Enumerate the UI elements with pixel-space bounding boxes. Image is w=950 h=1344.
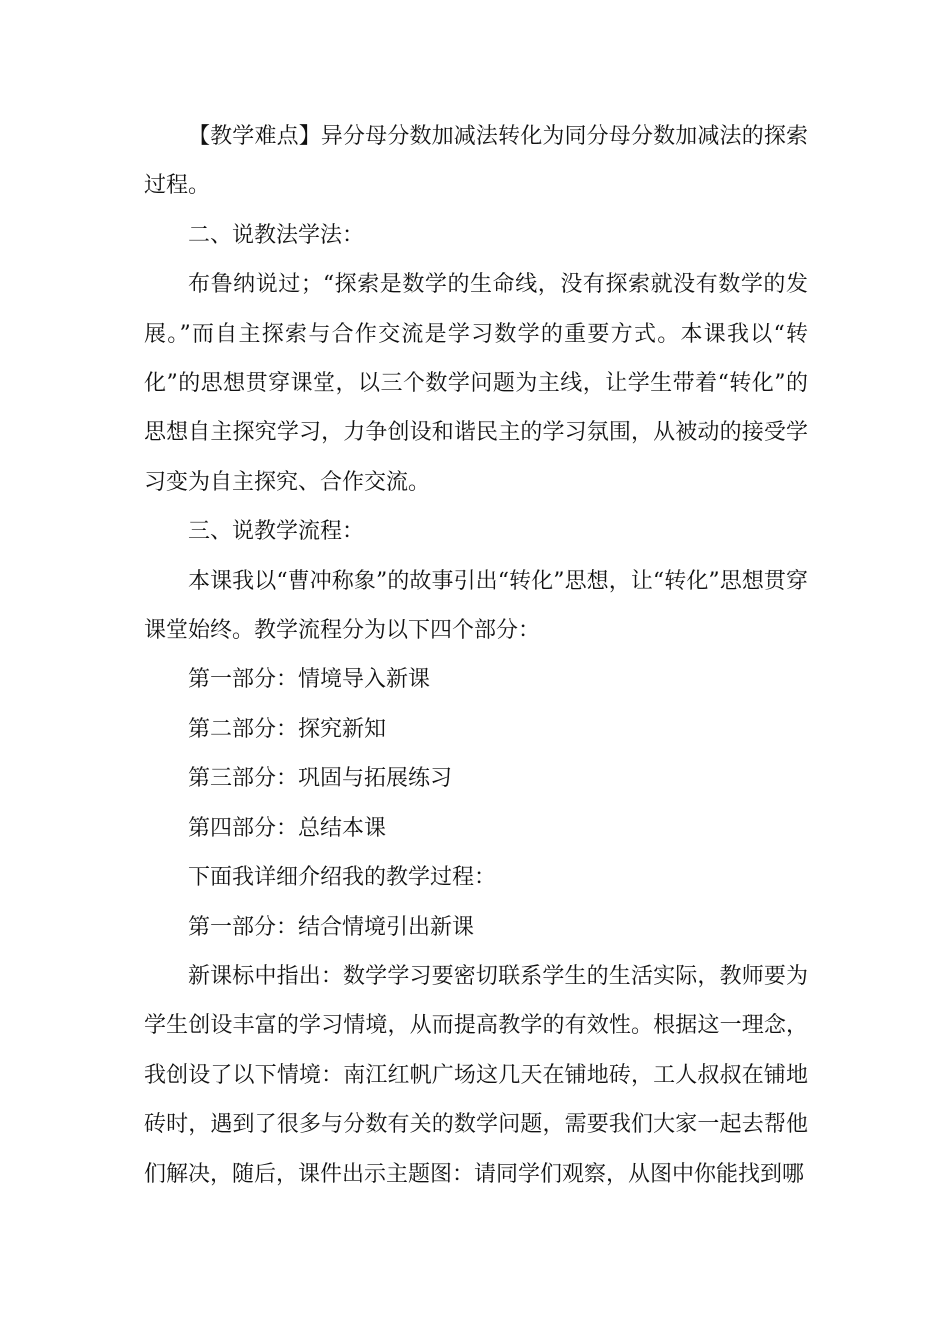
list-item-part-one: 第一部分：情境导入新课 — [188, 667, 431, 693]
list-item-part-four: 第四部分：总结本课 — [188, 815, 387, 841]
heading-teaching-process: 三、说教学流程： — [188, 519, 365, 545]
heading-teaching-methods: 二、说教法学法： — [188, 222, 365, 248]
paragraph-curriculum-standard: 新课标中指出：数学学习要密切联系学生的生活实际，教师要为学生创设丰富的学习情境，从而提高教学的有效性。根据这一理念，我创设了以下情境：南江红帆广场这几天在铺地砖，工人叔叔在铺地砖时，遇到了很多与分数有关的数学问题，需要我们大家一起去帮他们解决，随后，课件出示主题图：请同学们观察，从图中你能找到哪 — [144, 963, 808, 1187]
paragraph-bruner-quote: 布鲁纳说过；“探索是数学的生命线，没有探索就没有数学的发展。”而自主探索与合作交流是学习数学的重要方式。本课我以“转化”的思想贯穿课堂，以三个数学问题为主线，让学生带着“转化”的思想自主探究学习，力争创设和谐民主的学习氛围，从被动的接受学习变为自主探究、合作交流。 — [144, 272, 808, 495]
paragraph-teaching-difficulty: 【教学难点】异分母分数加减法转化为同分母分数加减法的探索过程。 — [144, 124, 808, 199]
heading-part-one-detail: 第一部分：结合情境引出新课 — [188, 914, 475, 940]
paragraph-detail-intro: 下面我详细介绍我的教学过程： — [188, 865, 497, 891]
document-body — [144, 112, 808, 1199]
list-item-part-three: 第三部分：巩固与拓展练习 — [188, 766, 453, 792]
list-item-part-two: 第二部分：探究新知 — [188, 716, 387, 742]
paragraph-process-intro: 本课我以“曹冲称象”的故事引出“转化”思想，让“转化”思想贯穿课堂始终。教学流程分为以下四个部分： — [144, 568, 808, 644]
